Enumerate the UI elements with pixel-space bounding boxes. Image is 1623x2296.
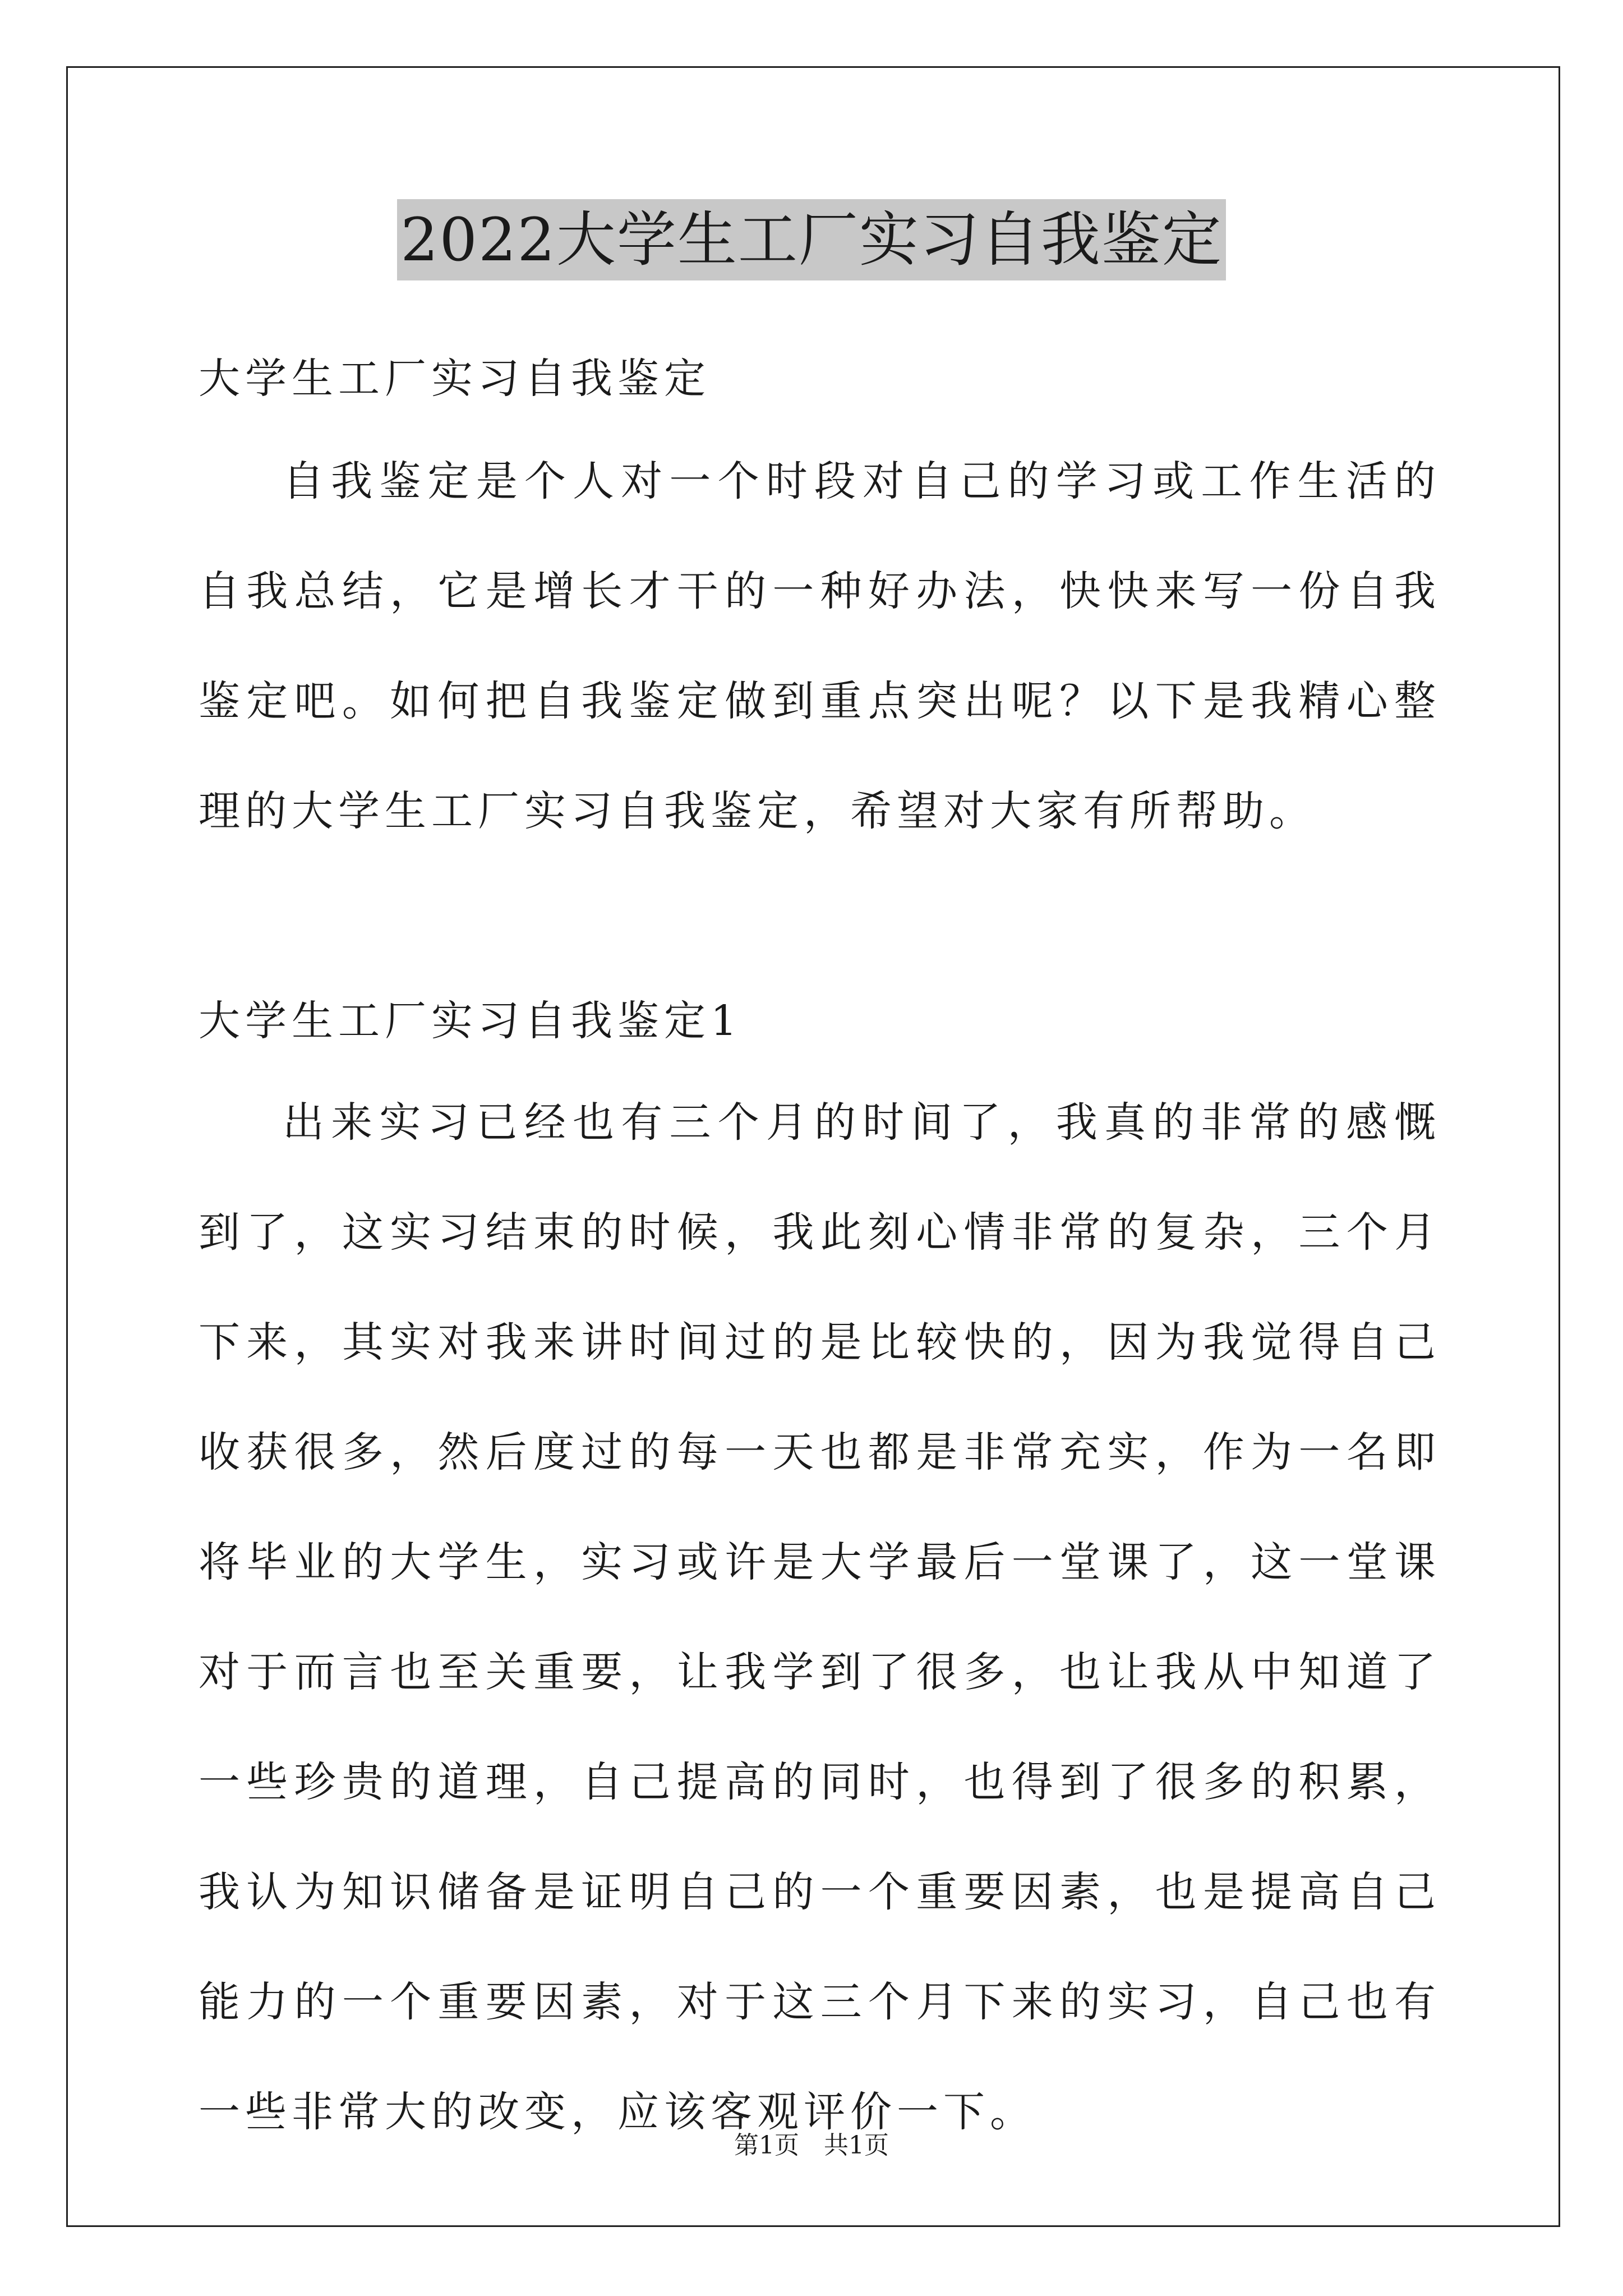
section-1-paragraph: 出来实习已经也有三个月的时间了，我真的非常的感慨到了，这实习结束的时候，我此刻心情非常的复杂，三个月下来，其实对我来讲时间过的是比较快的，因为我觉得自己收获很多，然后度过的每一天也都是非常充实，作为一名即将毕业的大学生，实习或许是大学最后一堂课了，这一堂课对于而言也至关重要，让我学到了很多，也让我从中知道了一些珍贵的道理，自己提高的同时，也得到了很多的积累，我认为知识储备是证明自己的一个重要因素，也是提高自己能力的一个重要因素，对于这三个月下来的实习，自己也有一些非常大的改变，应该客观评价一下。 [199, 1098, 1441, 2136]
intro-paragraph: 自我鉴定是个人对一个时段对自己的学习或工作生活的自我总结，它是增长才干的一种好办法，快快来写一份自我鉴定吧。如何把自我鉴定做到重点突出呢？以下是我精心整理的大学生工厂实习自我鉴定，希望对大家有所帮助。 [199, 457, 1441, 835]
subtitle-heading: 大学生工厂实习自我鉴定 [199, 355, 711, 403]
title-container [0, 199, 1623, 280]
page-number: 第1页 共1页 [734, 2131, 889, 2160]
document-title: 2022大学生工厂实习自我鉴定 [397, 199, 1226, 280]
section-1-heading: 大学生工厂实习自我鉴定1 [199, 997, 743, 1045]
